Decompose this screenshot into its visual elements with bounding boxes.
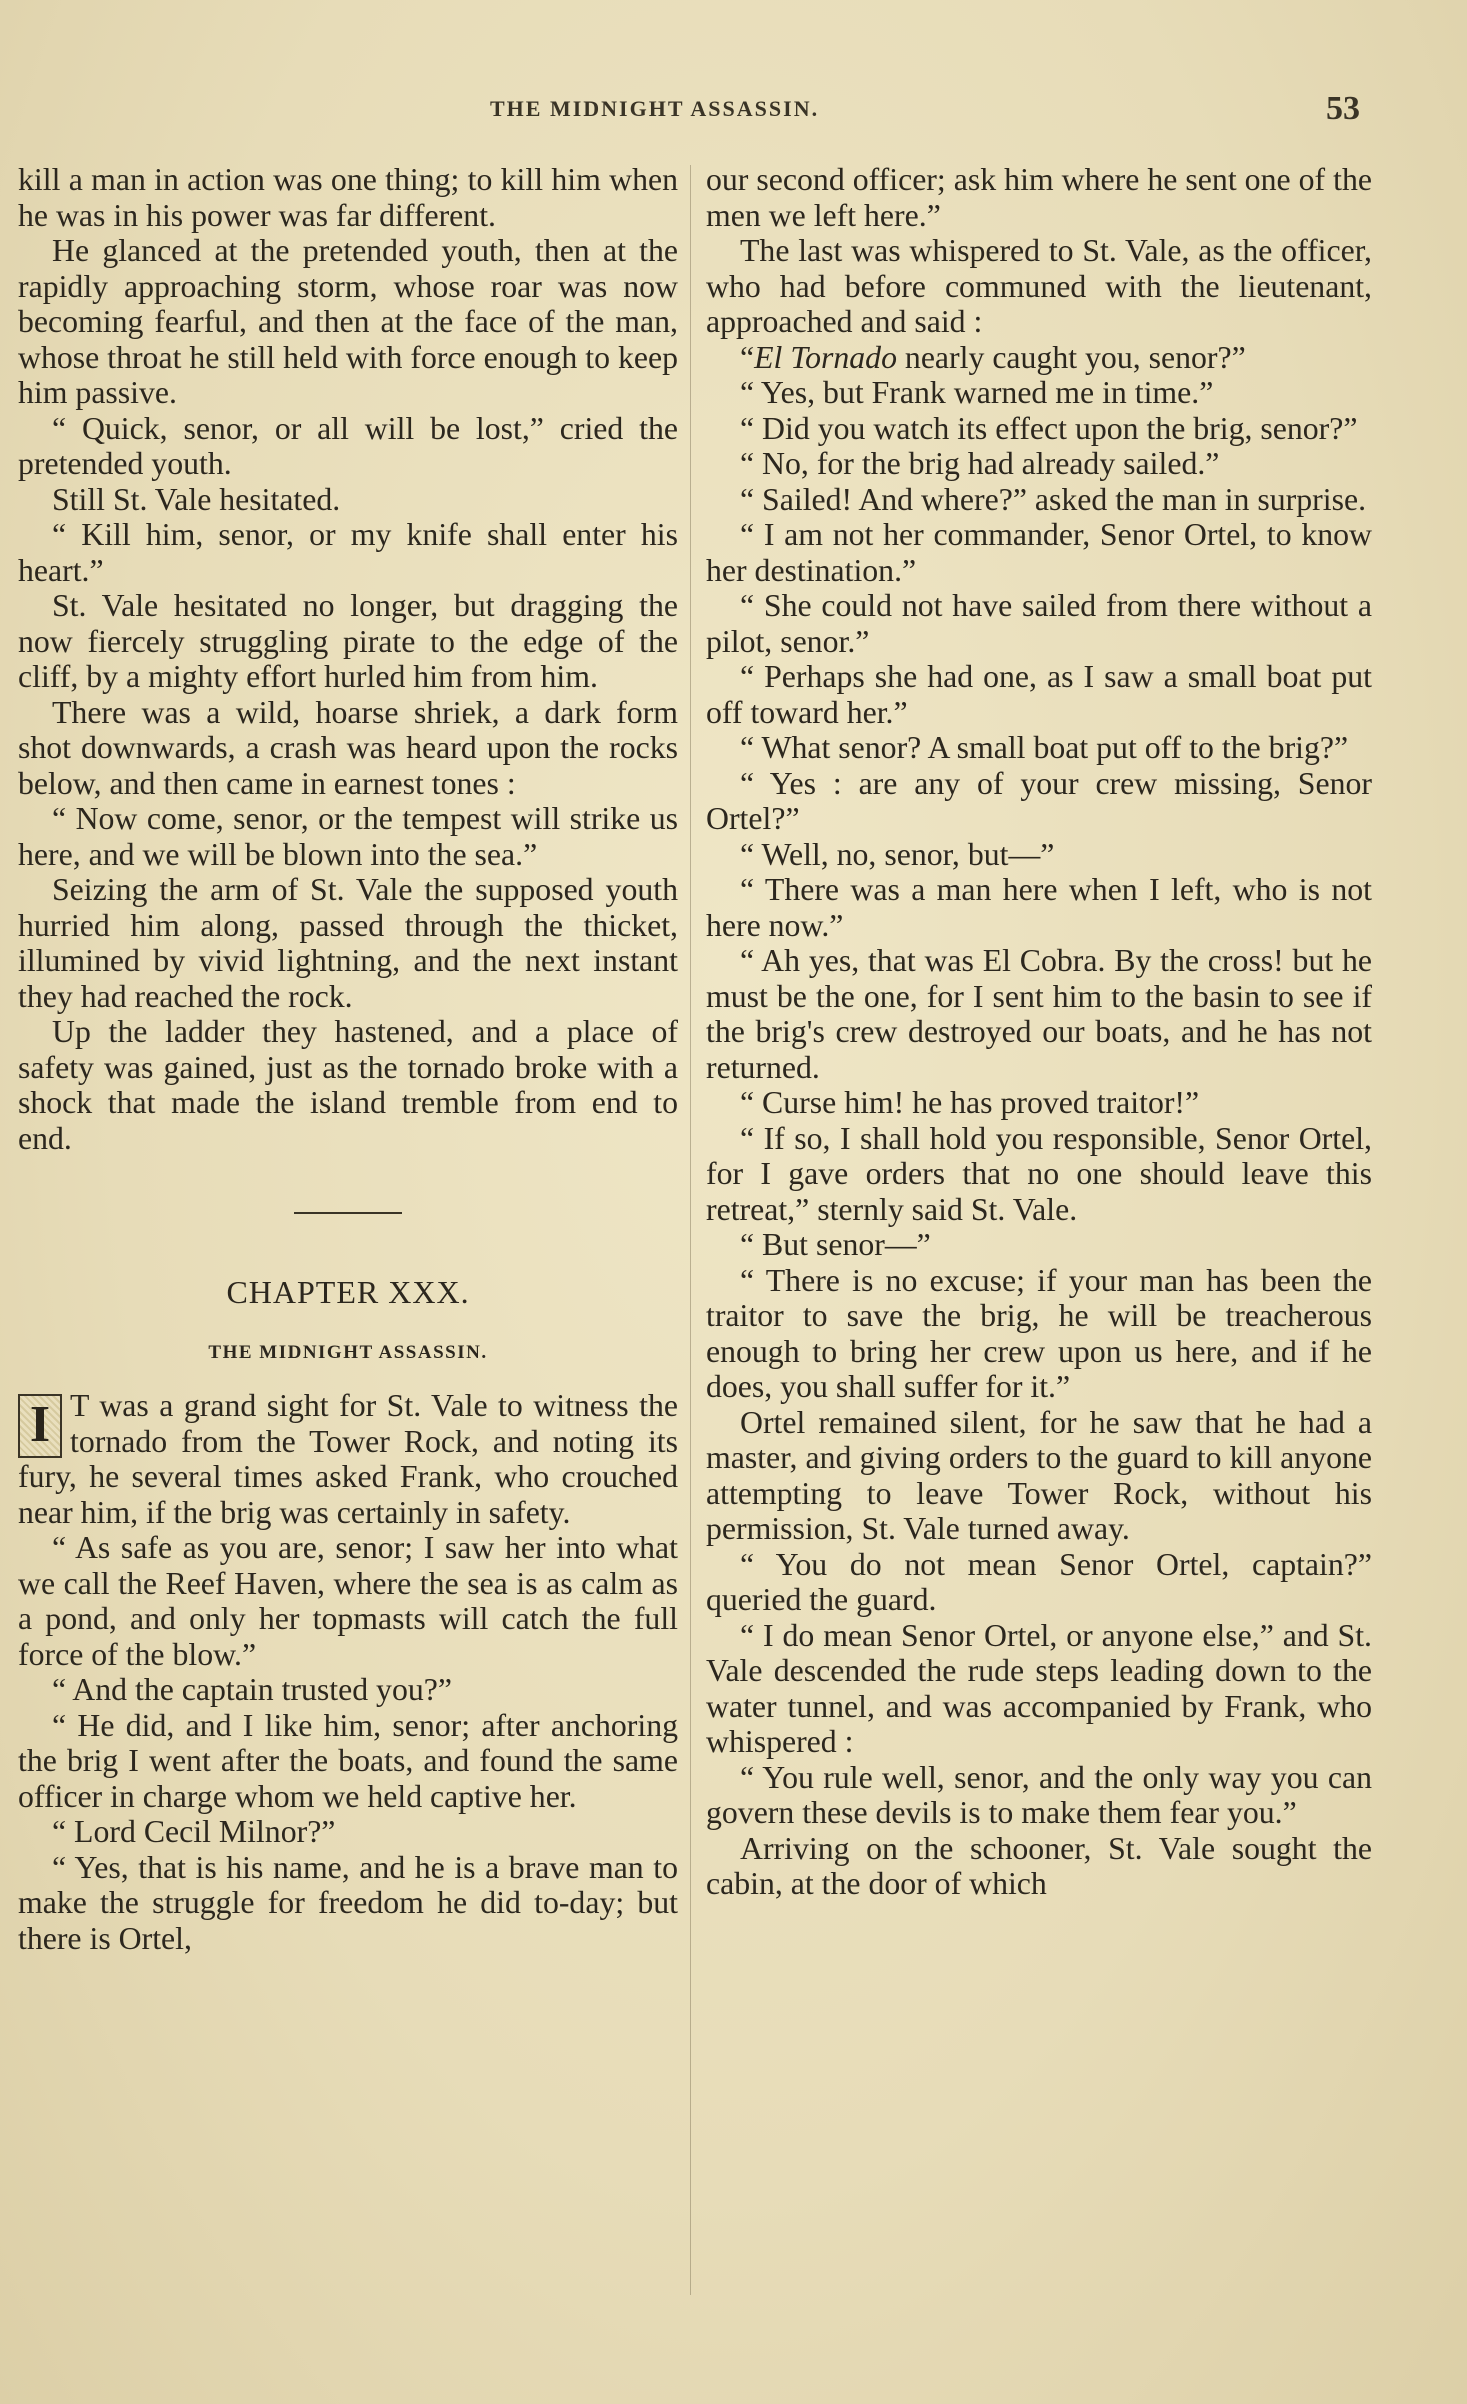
paragraph: “ Kill him, senor, or my knife shall enter his heart.” (18, 517, 678, 588)
chapter-title: CHAPTER XXX. (226, 1274, 470, 1310)
paragraph: “ Lord Cecil Milnor?” (52, 1814, 336, 1849)
paragraph: “ And the captain trusted you?” (52, 1672, 452, 1707)
paragraph: Still St. Vale hesitated. (52, 481, 341, 517)
paragraph: The last was whispered to St. Vale, as the officer, who had before communed with the lieutenant, approached and said : (706, 233, 1372, 339)
paragraph: “ Well, no, senor, but—” (740, 836, 1055, 872)
paragraph: “ If so, I shall hold you responsible, Senor Ortel, for I gave orders that no one should leave this retreat,” sternly said St. Vale. (706, 1120, 1372, 1227)
drop-cap-initial: I (18, 1394, 62, 1458)
paragraph: “ There was a man here when I left, who is not here now.” (706, 872, 1372, 943)
running-title: THE MIDNIGHT ASSASSIN. (490, 96, 820, 121)
paragraph: St. Vale hesitated no longer, but dragging the now fiercely struggling pirate to the edge of the cliff, by a mighty effort hurled him from him. (18, 588, 678, 694)
quote-mark: “ (740, 339, 755, 375)
paragraph: “ There is no excuse; if your man has been the traitor to save the brig, he will be treacherous enough to bring her crew upon us here, and if he does, you shall suffer for it.” (706, 1262, 1372, 1404)
paragraph: “ Yes, that is his name, and he is a brave man to make the struggle for freedom he did to-day; but there is Ortel, (18, 1849, 678, 1956)
paragraph: “ Ah yes, that was El Cobra. By the cross! but he must be the one, for I sent him to the basin to see if the brig's crew destroyed our boats, and he has not returned. (706, 943, 1372, 1085)
paragraph: “ What senor? A small boat put off to the brig?” (740, 730, 1349, 765)
paragraph: “ Perhaps she had one, as I saw a small boat put off toward her.” (706, 659, 1372, 730)
right-column (706, 162, 1372, 1902)
paragraph: He glanced at the pretended youth, then at the rapidly approaching storm, whose roar was now becoming fearful, and then at the face of the man, whose throat he still held with force enough to keep him passive. (18, 233, 678, 410)
paragraph: Up the ladder they hastened, and a place of safety was gained, just as the tornado broke with a shock that made the island tremble from end to end. (18, 1014, 678, 1156)
paragraph: “ Sailed! And where?” asked the man in surprise. (740, 481, 1367, 517)
paragraph: “ But senor—” (740, 1227, 931, 1262)
paragraph: our second officer; ask him where he sent one of the men we left here.” (706, 162, 1372, 233)
chapter-opening-paragraph (18, 1388, 678, 1530)
paragraph: Seizing the arm of St. Vale the supposed youth hurried him along, passed through the thicket, illumined by vivid lightning, and the next instant they had reached the rock. (18, 872, 678, 1014)
paragraph: Arriving on the schooner, St. Vale sought the cabin, at the door of which (706, 1830, 1372, 1901)
paragraph: “ Curse him! he has proved traitor!” (740, 1085, 1200, 1120)
left-column (18, 162, 678, 1956)
paragraph: “ He did, and I like him, senor; after anchoring the brig I went after the boats, and found the same officer in charge whom we held captive her. (18, 1707, 678, 1814)
paragraph: “ I am not her commander, Senor Ortel, to know her destination.” (706, 517, 1372, 588)
section-divider (294, 1212, 402, 1214)
paragraph: There was a wild, hoarse shriek, a dark form shot downwards, a crash was heard upon the rocks below, and then came in earnest tones : (18, 694, 678, 801)
column-divider (690, 165, 691, 2295)
paragraph: “ I do mean Senor Ortel, or anyone else,” and St. Vale descended the rude steps leading down to the water tunnel, and was accompanied by Frank, who whispered : (706, 1617, 1372, 1759)
paragraph (706, 340, 1372, 376)
chapter-subtitle: THE MIDNIGHT ASSASSIN. (208, 1342, 488, 1363)
paragraph: “ Quick, senor, or all will be lost,” cried the pretended youth. (18, 410, 678, 481)
paragraph: “ Yes : are any of your crew missing, Senor Ortel?” (706, 765, 1372, 836)
quote-text: nearly caught you, senor?” (896, 339, 1246, 375)
page-number: 53 (1326, 90, 1360, 127)
paragraph: “ She could not have sailed from there without a pilot, senor.” (706, 588, 1372, 659)
paragraph: kill a man in action was one thing; to kill him when he was in his power was far different. (18, 162, 678, 233)
italic-phrase: El Tornado (754, 339, 897, 375)
paragraph: “ As safe as you are, senor; I saw her into what we call the Reef Haven, where the sea is as calm as a pond, and only her topmasts will catch the full force of the blow.” (18, 1530, 678, 1672)
paragraph: Ortel remained silent, for he saw that he had a master, and giving orders to the guard to kill anyone attempting to leave Tower Rock, without his permission, St. Vale turned away. (706, 1404, 1372, 1546)
paragraph: “ Yes, but Frank warned me in time.” (740, 375, 1214, 410)
running-head (20, 90, 1360, 127)
paragraph: “ You rule well, senor, and the only way you can govern these devils is to make them fear you.” (706, 1759, 1372, 1830)
paragraph: “ Now come, senor, or the tempest will strike us here, and we will be blown into the sea.” (18, 801, 678, 872)
paragraph: “ You do not mean Senor Ortel, captain?” queried the guard. (706, 1546, 1372, 1617)
paragraph: “ Did you watch its effect upon the brig, senor?” (740, 410, 1358, 446)
opening-text: T was a grand sight for St. Vale to witness the tornado from the Tower Rock, and noting its fury, he several times asked Frank, who crouched near him, if the brig was certainly in safety. (18, 1388, 678, 1530)
paragraph: “ No, for the brig had already sailed.” (740, 446, 1220, 481)
